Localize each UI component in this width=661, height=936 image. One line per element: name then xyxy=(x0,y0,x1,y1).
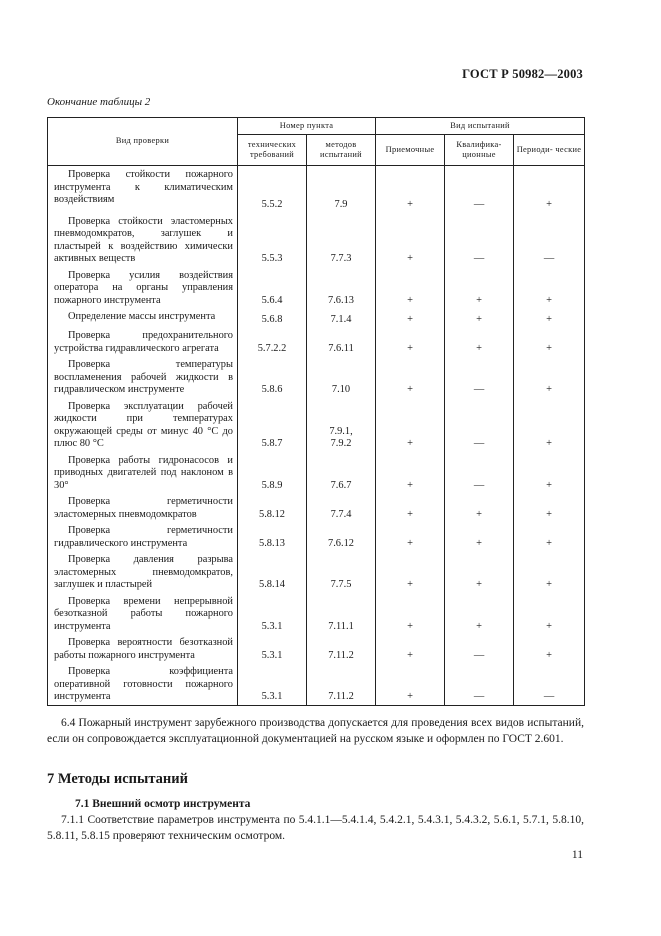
row-tech-point: 5.3.1 xyxy=(238,634,307,663)
row-method-point: 7.1.4 xyxy=(307,308,376,327)
header-point-number: Номер пункта xyxy=(238,118,376,135)
row-method-point: 7.11.2 xyxy=(307,663,376,705)
tests-table xyxy=(47,117,585,706)
header-periodic: Периоди- ческие xyxy=(514,135,585,166)
row-qualification-mark: — xyxy=(445,398,514,452)
row-check-text: Определение массы инструмента xyxy=(68,311,216,322)
row-check-name xyxy=(48,452,238,494)
row-qualification-mark: + xyxy=(445,551,514,593)
header-check-type: Вид проверки xyxy=(48,118,238,166)
row-tech-point: 5.6.4 xyxy=(238,267,307,309)
row-tech-point: 5.6.8 xyxy=(238,308,307,327)
row-tech-point: 5.8.6 xyxy=(238,356,307,398)
row-check-text: Проверка коэффициента оперативной готовности пожарного инструмента xyxy=(54,666,233,702)
row-method-point: 7.6.13 xyxy=(307,267,376,309)
row-check-text: Проверка работы гидронасосов и приводных двигателей под наклоном в 30° xyxy=(54,454,233,491)
table-row xyxy=(48,166,585,213)
row-qualification-mark: — xyxy=(445,356,514,398)
row-check-name xyxy=(48,356,238,398)
table-body xyxy=(48,166,585,706)
row-acceptance-mark: + xyxy=(376,452,445,494)
table-row xyxy=(48,327,585,356)
row-check-text: Проверка стойкости пожарного инструмента к климатическим воздействиям xyxy=(54,169,233,205)
row-qualification-mark: + xyxy=(445,493,514,522)
row-check-name xyxy=(48,593,238,635)
table-row xyxy=(48,663,585,705)
row-acceptance-mark: + xyxy=(376,593,445,635)
row-tech-point: 5.8.7 xyxy=(238,398,307,452)
row-qualification-mark: + xyxy=(445,593,514,635)
row-acceptance-mark: + xyxy=(376,267,445,309)
row-acceptance-mark: + xyxy=(376,327,445,356)
row-acceptance-mark: + xyxy=(376,166,445,213)
row-check-text: Проверка предохранительного устройства гидравлического агрегата xyxy=(54,330,233,354)
row-periodic-mark: + xyxy=(514,398,585,452)
row-tech-point: 5.3.1 xyxy=(238,593,307,635)
subsection-title: 7.1 Внешний осмотр инструмента xyxy=(75,798,251,810)
row-check-name xyxy=(48,634,238,663)
row-check-text: Проверка усилия воздействия оператора на органы управления пожарного инструмента xyxy=(54,269,233,306)
row-acceptance-mark: + xyxy=(376,213,445,267)
row-periodic-mark: + xyxy=(514,166,585,213)
row-check-name xyxy=(48,308,238,327)
row-tech-point: 5.8.13 xyxy=(238,522,307,551)
row-check-text: Проверка температуры воспламенения рабочей жидкости в гидравлическом инструменте xyxy=(54,359,233,395)
section-title: 7 Методы испытаний xyxy=(47,771,188,787)
table-row xyxy=(48,308,585,327)
row-check-text: Проверка вероятности безотказной работы пожарного инструмента xyxy=(54,637,233,661)
row-qualification-mark: — xyxy=(445,166,514,213)
row-qualification-mark: — xyxy=(445,213,514,267)
row-acceptance-mark: + xyxy=(376,634,445,663)
row-periodic-mark: + xyxy=(514,551,585,593)
header-test-methods: методов испытаний xyxy=(307,135,376,166)
row-periodic-mark: + xyxy=(514,267,585,309)
row-check-name xyxy=(48,213,238,267)
row-check-text: Проверка стойкости эластомерных пневмодомкратов, заглушек и пластырей к воздействию химически активных веществ xyxy=(54,215,233,264)
table-row xyxy=(48,356,585,398)
document-header: ГОСТ Р 50982—2003 xyxy=(462,67,583,81)
row-periodic-mark: + xyxy=(514,308,585,327)
row-check-name xyxy=(48,327,238,356)
row-check-name xyxy=(48,166,238,213)
row-qualification-mark: — xyxy=(445,663,514,705)
table-row xyxy=(48,634,585,663)
row-tech-point: 5.3.1 xyxy=(238,663,307,705)
row-tech-point: 5.8.9 xyxy=(238,452,307,494)
row-check-text: Проверка давления разрыва эластомерных пневмодомкратов, заглушек и пластырей xyxy=(54,554,233,590)
table-row xyxy=(48,398,585,452)
row-periodic-mark: + xyxy=(514,356,585,398)
row-check-name xyxy=(48,267,238,309)
row-tech-point: 5.5.2 xyxy=(238,166,307,213)
row-qualification-mark: — xyxy=(445,452,514,494)
row-tech-point: 5.7.2.2 xyxy=(238,327,307,356)
row-periodic-mark: + xyxy=(514,634,585,663)
row-acceptance-mark: + xyxy=(376,356,445,398)
row-check-text: Проверка эксплуатации рабочей жидкости при температурах окружающей среды от минус 40 °С до плюс 80 °С xyxy=(54,400,233,449)
row-method-point: 7.10 xyxy=(307,356,376,398)
row-periodic-mark: — xyxy=(514,213,585,267)
table-row xyxy=(48,493,585,522)
row-method-point: 7.7.4 xyxy=(307,493,376,522)
table-row xyxy=(48,213,585,267)
row-acceptance-mark: + xyxy=(376,308,445,327)
row-check-text: Проверка времени непрерывной безотказной работы пожарного инструмента xyxy=(54,595,233,632)
row-acceptance-mark: + xyxy=(376,551,445,593)
row-tech-point: 5.8.14 xyxy=(238,551,307,593)
row-periodic-mark: + xyxy=(514,593,585,635)
table-caption: Окончание таблицы 2 xyxy=(47,96,151,108)
row-check-name xyxy=(48,551,238,593)
row-check-name xyxy=(48,398,238,452)
row-tech-point: 5.5.3 xyxy=(238,213,307,267)
header-qualification: Квалифика- ционные xyxy=(445,135,514,166)
row-method-point: 7.6.11 xyxy=(307,327,376,356)
row-method-point: 7.9.1, 7.9.2 xyxy=(307,398,376,452)
row-periodic-mark: — xyxy=(514,663,585,705)
row-method-point: 7.6.12 xyxy=(307,522,376,551)
paragraph-6-4: 6.4 Пожарный инструмент зарубежного производства допускается для проведения всех видов испытаний, если он сопровождается эксплуатационной документацией на русском языке и оформлен по ГОСТ 2.601. xyxy=(47,717,584,745)
row-qualification-mark: + xyxy=(445,308,514,327)
table-row xyxy=(48,267,585,309)
row-qualification-mark: + xyxy=(445,522,514,551)
table-row xyxy=(48,452,585,494)
row-check-name xyxy=(48,663,238,705)
row-method-point: 7.7.5 xyxy=(307,551,376,593)
row-periodic-mark: + xyxy=(514,452,585,494)
header-acceptance: Приемочные xyxy=(376,135,445,166)
header-test-type: Вид испытаний xyxy=(376,118,585,135)
page-number: 11 xyxy=(571,849,583,861)
row-acceptance-mark: + xyxy=(376,663,445,705)
row-qualification-mark: — xyxy=(445,634,514,663)
row-periodic-mark: + xyxy=(514,327,585,356)
row-qualification-mark: + xyxy=(445,267,514,309)
row-method-point: 7.7.3 xyxy=(307,213,376,267)
row-acceptance-mark: + xyxy=(376,493,445,522)
row-check-name xyxy=(48,522,238,551)
row-tech-point: 5.8.12 xyxy=(238,493,307,522)
row-periodic-mark: + xyxy=(514,522,585,551)
row-check-text: Проверка герметичности гидравлического инструмента xyxy=(54,525,233,549)
row-method-point: 7.11.2 xyxy=(307,634,376,663)
header-technical-requirements: технических требований xyxy=(238,135,307,166)
row-method-point: 7.9 xyxy=(307,166,376,213)
row-periodic-mark: + xyxy=(514,493,585,522)
table-row xyxy=(48,551,585,593)
row-method-point: 7.11.1 xyxy=(307,593,376,635)
paragraph-7-1-1: 7.1.1 Соответствие параметров инструмента по 5.4.1.1—5.4.1.4, 5.4.2.1, 5.4.3.1, 5.4.3.2, 5.6.1, 5.7.1, 5.8.10, 5.8.11, 5.8.15 проверяют техническим осмотром. xyxy=(47,814,584,842)
row-qualification-mark: + xyxy=(445,327,514,356)
row-method-point: 7.6.7 xyxy=(307,452,376,494)
row-check-name xyxy=(48,493,238,522)
table-row xyxy=(48,593,585,635)
row-check-text: Проверка герметичности эластомерных пневмодомкратов xyxy=(54,496,233,520)
row-acceptance-mark: + xyxy=(376,398,445,452)
table-row xyxy=(48,522,585,551)
row-acceptance-mark: + xyxy=(376,522,445,551)
